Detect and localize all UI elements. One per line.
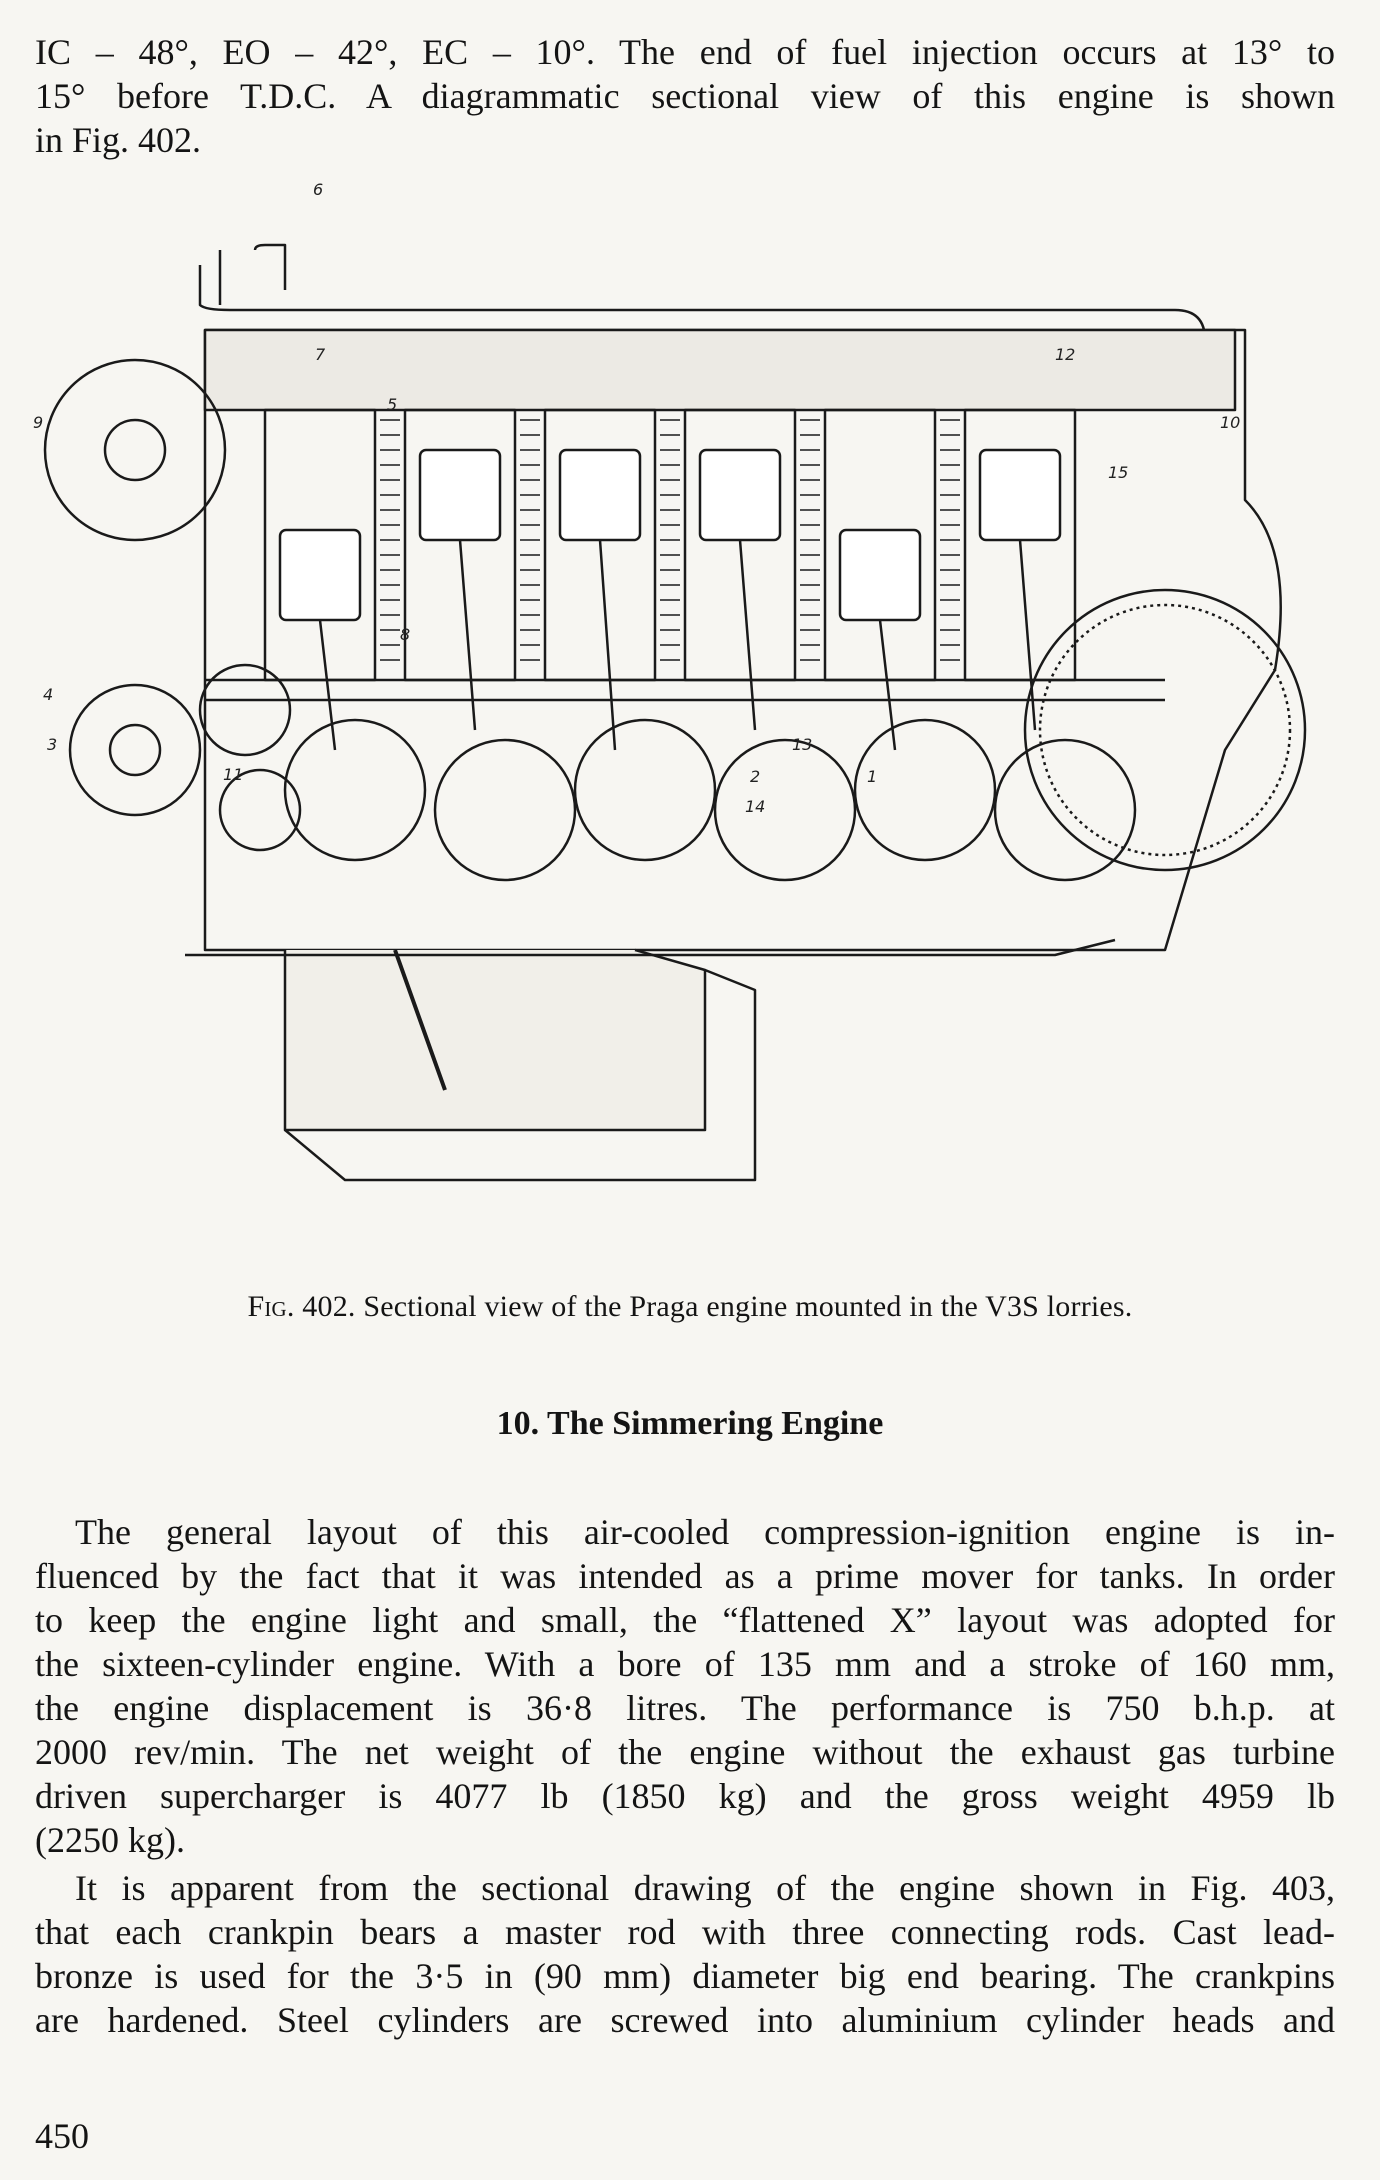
figure-caption-text: Sectional view of the Praga engine mounted in the V3S lorries. (363, 1290, 1133, 1323)
text-line: fluenced by the fact that it was intended as a prime mover for tanks. In order (35, 1556, 1335, 1596)
body-paragraph-1 (35, 1510, 1335, 1862)
text-line: (2250 kg). (35, 1820, 185, 1860)
figure-caption-prefix: Fig. 402. (247, 1290, 356, 1323)
figure-label: 8 (400, 625, 411, 644)
text-line: IC – 48°, EO – 42°, EC – 10°. The end of fuel injection occurs at 13° to (35, 32, 1335, 72)
text-line: 2000 rev/min. The net weight of the engine without the exhaust gas turbine (35, 1732, 1335, 1772)
figure-label: 2 (750, 767, 761, 786)
text-line: to keep the engine light and small, the “flattened X” layout was adopted for (35, 1600, 1335, 1640)
figure-label: 5 (387, 395, 398, 414)
text-line: the sixteen-cylinder engine. With a bore of 135 mm and a stroke of 160 mm, (35, 1644, 1335, 1684)
text-line: The general layout of this air-cooled compression-ignition engine is in- (75, 1512, 1335, 1552)
text-line: 15° before T.D.C. A diagrammatic sectional view of this engine is shown (35, 76, 1335, 116)
figure-label: 7 (315, 345, 326, 364)
figure-label: 6 (313, 180, 324, 199)
body-paragraph-2 (35, 1866, 1335, 2042)
figure-label: 15 (1108, 463, 1129, 482)
page-number: 450 (35, 2116, 89, 2156)
text-line: the engine displacement is 36·8 litres. The performance is 750 b.h.p. at (35, 1688, 1335, 1728)
figure-label: 13 (792, 735, 813, 754)
text-line: are hardened. Steel cylinders are screwed into aluminium cylinder heads and (35, 2000, 1335, 2040)
text-line: in Fig. 402. (35, 120, 202, 160)
figure-label: 14 (745, 797, 766, 816)
figure-label: 1 (867, 767, 878, 786)
figure-label: 10 (1220, 413, 1241, 432)
figure-caption (0, 1290, 1380, 1324)
text-line: that each crankpin bears a master rod with three connecting rods. Cast lead- (35, 1912, 1335, 1952)
text-line: driven supercharger is 4077 lb (1850 kg) and the gross weight 4959 lb (35, 1776, 1335, 1816)
figure-label: 12 (1055, 345, 1076, 364)
engine-sectional-figure (33, 180, 1340, 1260)
figure-label: 3 (47, 735, 58, 754)
figure-label: 9 (33, 413, 44, 432)
text-line: It is apparent from the sectional drawing of the engine shown in Fig. 403, (75, 1868, 1335, 1908)
section-heading: 10. The Simmering Engine (496, 1405, 884, 1442)
figure-label: 11 (223, 765, 244, 784)
figure-label: 4 (43, 685, 54, 704)
text-line: bronze is used for the 3·5 in (90 mm) diameter big end bearing. The crankpins (35, 1956, 1335, 1996)
intro-paragraph (35, 30, 1335, 162)
